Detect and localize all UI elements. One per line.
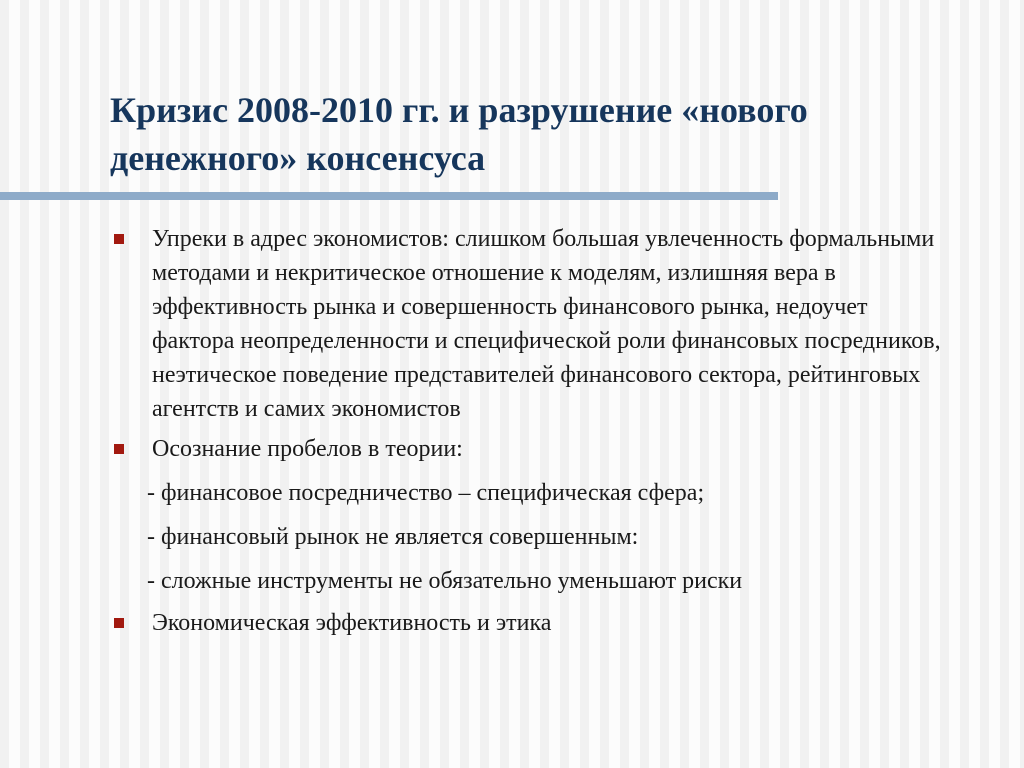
sub-item: - сложные инструменты не обязательно уменьшают риски (147, 568, 743, 594)
bullet-text: Упреки в адрес экономистов: слишком большая увлеченность формальными методами и некритическое отношение к моделям, излишняя вера в эффективность рынка и совершенность финансового рынка, недоучет фактора неопределенности и специфической роли финансовых посредников, неэтическое поведение представителей финансового сектора, рейтинговых агентств и самих экономистов (152, 226, 941, 422)
bullet-text: Экономическая эффективность и этика (152, 610, 552, 636)
title-divider (0, 192, 778, 200)
bullet-list (0, 222, 1024, 640)
bullet-item (0, 432, 952, 466)
sub-item: - финансовое посредничество – специфическая сфера; (147, 480, 705, 506)
square-bullet-icon (114, 618, 124, 628)
sub-item: - финансовый рынок не является совершенным: (147, 524, 639, 550)
bullet-item (0, 222, 952, 426)
slide-title: Кризис 2008-2010 гг. и разрушение «нового денежного» консенсуса (110, 90, 808, 178)
bullet-item (0, 606, 952, 640)
square-bullet-icon (114, 444, 124, 454)
square-bullet-icon (114, 234, 124, 244)
bullet-text: Осознание пробелов в теории: (152, 436, 463, 462)
